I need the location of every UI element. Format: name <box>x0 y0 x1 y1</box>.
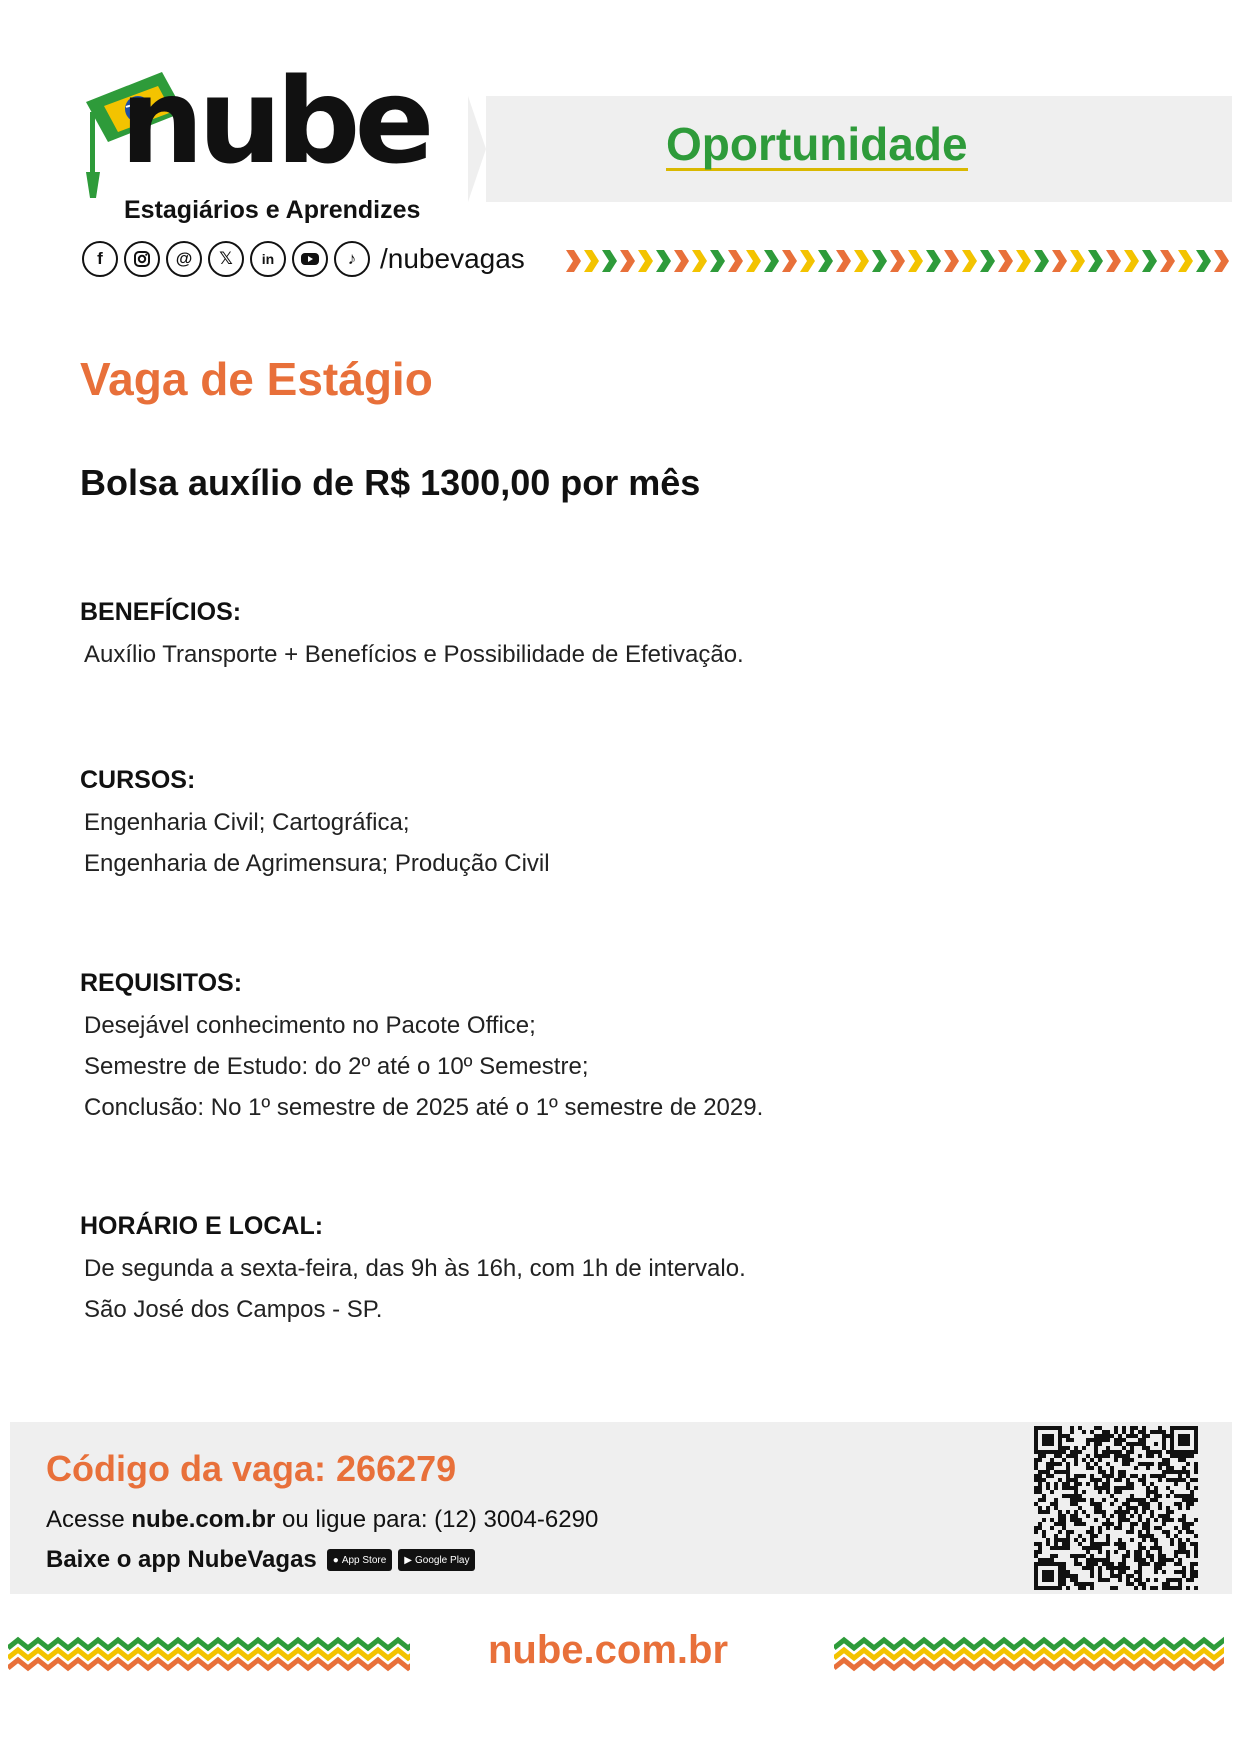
zigzag-row <box>8 1640 410 1648</box>
chevron-mark <box>620 250 635 272</box>
chevron-mark <box>1142 250 1157 272</box>
chevron-mark <box>962 250 977 272</box>
chevron-mark <box>980 250 995 272</box>
chevron-mark <box>1214 250 1229 272</box>
app-download-row <box>46 1546 475 1574</box>
chevron-mark <box>1070 250 1085 272</box>
social-links <box>82 241 525 277</box>
zigzag-pattern-right <box>834 1636 1224 1672</box>
benefits-line: Auxílio Transporte + Benefícios e Possibilidade de Efetivação. <box>84 641 744 668</box>
chevron-mark <box>1178 250 1193 272</box>
chevron-mark <box>710 250 725 272</box>
benefits-list <box>84 634 744 675</box>
chevron-mark <box>872 250 887 272</box>
logo-tagline: Estagiários e Aprendizes <box>124 196 421 224</box>
contact-line <box>46 1506 598 1534</box>
chevron-mark <box>746 250 761 272</box>
courses-list <box>84 802 550 884</box>
tiktok-icon[interactable]: ♪ <box>334 241 370 277</box>
zigzag-row <box>834 1650 1224 1658</box>
phone-text: ou ligue para: (12) 3004-6290 <box>275 1506 599 1533</box>
job-code-panel <box>10 1422 1232 1594</box>
chevron-mark <box>602 250 617 272</box>
chevron-mark <box>854 250 869 272</box>
linkedin-icon[interactable]: in <box>250 241 286 277</box>
nube-logo <box>84 52 454 232</box>
schedule-heading: HORÁRIO E LOCAL: <box>80 1212 324 1240</box>
chevron-mark <box>1016 250 1031 272</box>
chevron-mark <box>782 250 797 272</box>
chevron-mark <box>926 250 941 272</box>
chevron-mark <box>836 250 851 272</box>
job-title: Vaga de Estágio <box>80 353 433 405</box>
benefits-heading: BENEFÍCIOS: <box>80 598 242 626</box>
chevron-mark <box>638 250 653 272</box>
chevron-mark <box>584 250 599 272</box>
chevron-mark <box>800 250 815 272</box>
chevron-mark <box>944 250 959 272</box>
chevron-mark <box>674 250 689 272</box>
access-prefix: Acesse <box>46 1506 132 1533</box>
youtube-icon[interactable] <box>292 241 328 277</box>
logo-wordmark: nube <box>120 52 429 190</box>
courses-line: Engenharia Civil; Cartográfica; <box>84 809 410 836</box>
schedule-list <box>84 1248 746 1330</box>
courses-line: Engenharia de Agrimensura; Produção Civil <box>84 850 550 877</box>
chevron-mark <box>764 250 779 272</box>
app-label: Baixe o app NubeVagas <box>46 1546 317 1573</box>
chevron-mark <box>566 250 581 272</box>
chevron-mark <box>1196 250 1211 272</box>
requirements-line: Semestre de Estudo: do 2º até o 10º Semestre; <box>84 1053 589 1080</box>
apple-icon: ● <box>332 1554 339 1566</box>
threads-icon[interactable]: @ <box>166 241 202 277</box>
chevron-mark <box>1124 250 1139 272</box>
instagram-icon[interactable] <box>124 241 160 277</box>
chevron-mark <box>692 250 707 272</box>
chevron-mark <box>818 250 833 272</box>
site-link[interactable]: nube.com.br <box>131 1506 276 1533</box>
google-play-badge[interactable]: ▶ Google Play <box>398 1549 475 1571</box>
requirements-line: Desejável conhecimento no Pacote Office; <box>84 1012 536 1039</box>
chevron-mark <box>728 250 743 272</box>
job-code: Código da vaga: 266279 <box>46 1448 457 1489</box>
app-store-badge[interactable]: ● App Store <box>327 1549 393 1571</box>
zigzag-row <box>834 1640 1224 1648</box>
chevron-mark <box>1160 250 1175 272</box>
courses-heading: CURSOS: <box>80 766 196 794</box>
facebook-icon[interactable]: f <box>82 241 118 277</box>
zigzag-row <box>8 1650 410 1658</box>
chevron-mark <box>908 250 923 272</box>
chevron-mark <box>1034 250 1049 272</box>
chevron-mark <box>890 250 905 272</box>
zigzag-row <box>8 1660 410 1668</box>
chevron-mark <box>1052 250 1067 272</box>
chevron-mark <box>1106 250 1121 272</box>
play-icon: ▶ <box>404 1554 412 1566</box>
chevron-pattern-strip <box>566 246 1232 276</box>
chevron-mark <box>1088 250 1103 272</box>
requirements-list <box>84 1005 763 1128</box>
zigzag-pattern-left <box>8 1636 410 1672</box>
chevron-mark <box>656 250 671 272</box>
stipend-text: Bolsa auxílio de R$ 1300,00 por mês <box>80 462 701 503</box>
qr-code[interactable] <box>1034 1426 1198 1590</box>
zigzag-row <box>834 1660 1224 1668</box>
chevron-mark <box>998 250 1013 272</box>
x-icon[interactable]: 𝕏 <box>208 241 244 277</box>
footer-url[interactable]: nube.com.br <box>488 1628 729 1672</box>
requirements-line: Conclusão: No 1º semestre de 2025 até o 1º semestre de 2029. <box>84 1094 764 1121</box>
requirements-heading: REQUISITOS: <box>80 969 243 997</box>
social-handle[interactable]: /nubevagas <box>380 243 525 274</box>
schedule-line: De segunda a sexta-feira, das 9h às 16h, com 1h de intervalo. <box>84 1255 746 1282</box>
banner-title: Oportunidade <box>666 118 968 170</box>
schedule-line: São José dos Campos - SP. <box>84 1296 383 1323</box>
opportunity-banner <box>468 96 1232 202</box>
